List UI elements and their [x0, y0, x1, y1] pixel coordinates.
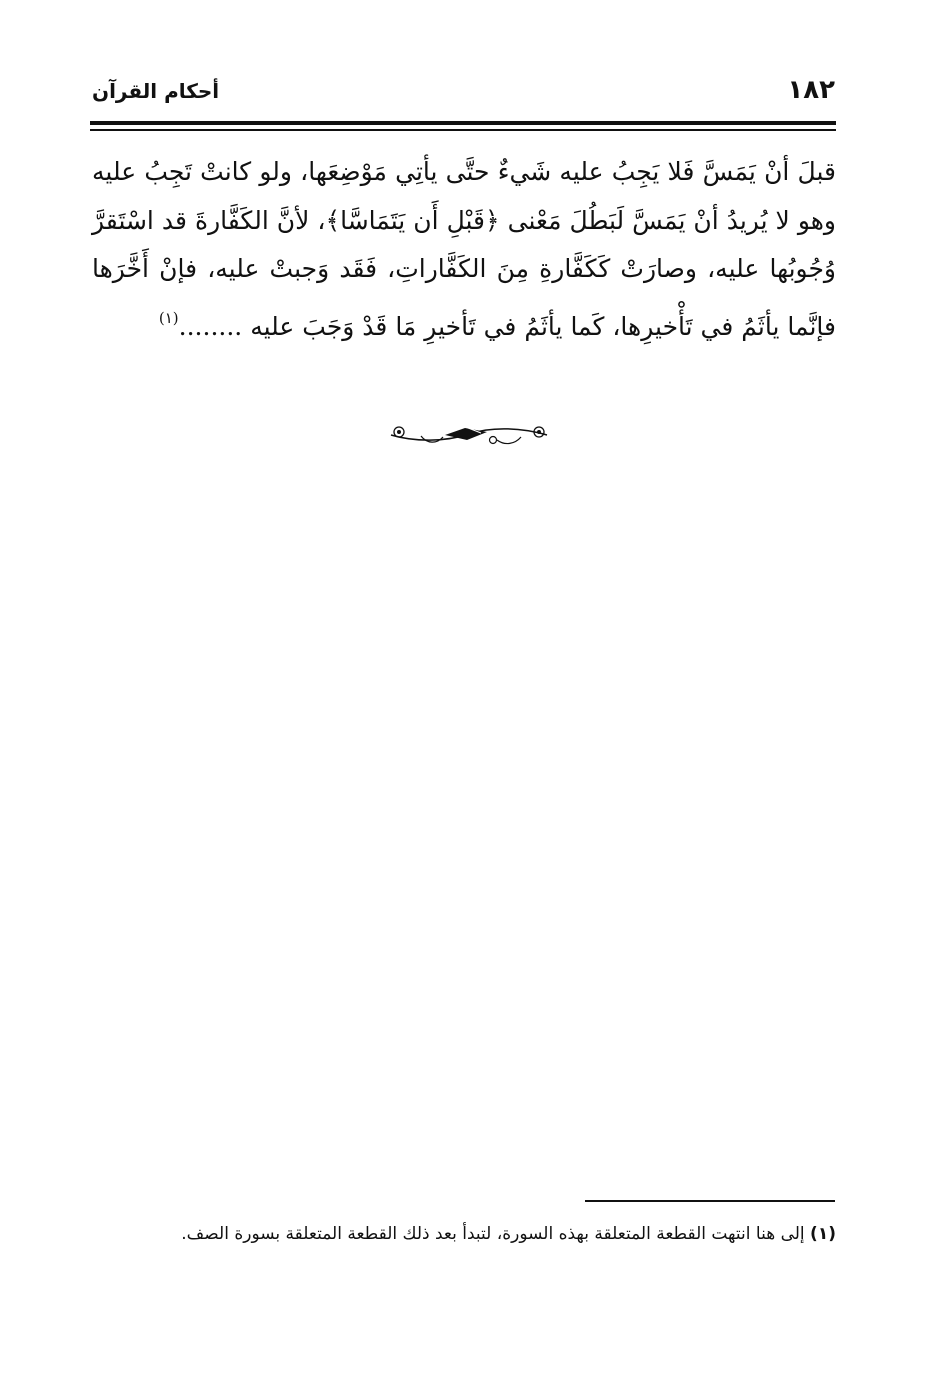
paragraph-text: قبلَ أنْ يَمَسَّ فَلا يَجِبُ عليه شَيءٌ حتَّى يأتِي مَوْضِعَها، ولو كانتْ تَجِبُ عليه وهو لا يُريدُ أنْ يَمَسَّ لَبَطُلَ مَعْنى ﴿قَبْلِ أَن يَتَمَاسَّا﴾، لأنَّ الكَفَّارةَ قد اسْتَقرَّ وُجُوبُها عليه، وصارَتْ كَكَفَّارةِ مِنَ الكَفَّاراتِ، فَقَد وَجبتْ عليه، فإنْ أَخَّرَها فإنَّما يأثَمُ في تَأْخيرِها، كَما يأثَمُ في تَأخيرِ مَا قَدْ وَجَبَ عليه: [92, 157, 836, 341]
decorative-ornament-icon: [385, 420, 553, 450]
footnote-number: (١): [810, 1224, 836, 1244]
footnote-separator: [585, 1200, 835, 1202]
ellipsis-dots: ........: [178, 311, 243, 341]
header-rule-thin: [90, 129, 836, 131]
page-number: ١٨٢: [787, 75, 835, 105]
main-paragraph: [92, 148, 836, 351]
book-title: أحكام القرآن: [92, 79, 220, 103]
main-text: [92, 148, 836, 351]
footnote-reference: (١): [158, 308, 179, 327]
footnote-paragraph: [92, 1212, 836, 1256]
footnote: [92, 1212, 836, 1256]
footnote-text: إلى هنا انتهت القطعة المتعلقة بهذه السورة، لتبدأ بعد ذلك القطعة المتعلقة بسورة الصف.: [181, 1224, 805, 1244]
header-rule-thick: [90, 121, 836, 125]
